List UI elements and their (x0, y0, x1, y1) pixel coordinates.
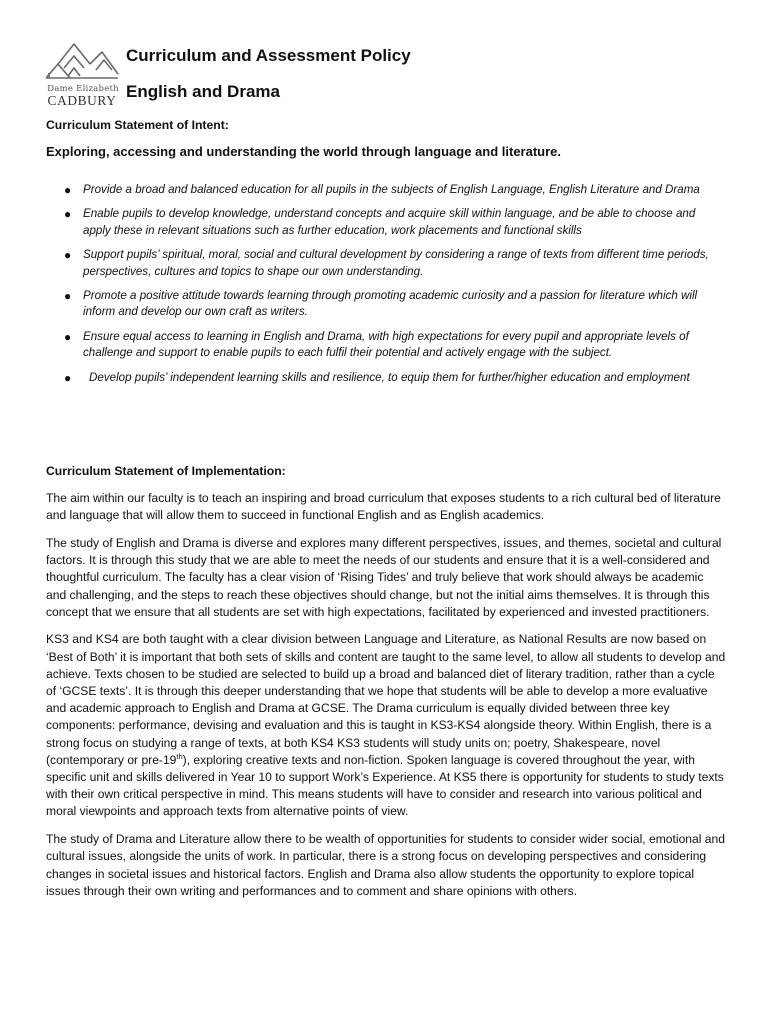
bullet-icon: ● (64, 329, 72, 344)
logo-big-text: CADBURY (47, 93, 117, 108)
bullet-icon: ● (64, 207, 72, 222)
paragraph: The study of English and Drama is diverse and explores many different perspectives, issues, and themes, societal and cultural factors. It is through this study that we are able to meet the needs of our students and ensure that it is a well-considered and thoughtful curriculum. The faculty has a clear vision of ‘Rising Tides’ and truly believe that work should always be academic and challenging, and the steps to reach these objectives should change, but not the initial aims themselves. It is through this concept that we ensure that all students are set with high expectations, facilitated by experienced and invested practitioners. (46, 535, 722, 619)
superscript: th (176, 751, 183, 761)
list-item: ● Develop pupils’ independent learning skills and resilience, to equip them for further/higher education and employment (64, 370, 690, 385)
list-item: ● Promote a positive attitude towards learning through promoting academic curiosity and a passion for literature which will inform and develop our own craft as writers. (64, 289, 698, 319)
paragraph: The study of Drama and Literature allow there to be wealth of opportunities for students to consider wider social, emotional and cultural issues, alongside the units of work. In particular, there is a strong focus on developing perspectives and considering changes in societal issues and historical factors. English and Drama also allow students the opportunity to explore topical issues through their own writing and performances and to comment and share opinions with others. (46, 832, 725, 898)
intent-subheading: Exploring, accessing and understanding the world through language and literature. (46, 144, 562, 159)
bullet-icon: ● (64, 289, 72, 304)
implementation-body (46, 490, 726, 910)
intent-bullet-list (0, 182, 770, 394)
paragraph: The aim within our faculty is to teach an inspiring and broad curriculum that exposes students to a rich cultural bed of literature and language that will allow them to succeed in functional English and as English academics. (46, 491, 721, 523)
list-item: ● Ensure equal access to learning in English and Drama, with high expectations for every pupil and appropriate levels of challenge and support to enable pupils to each fulfil their potential and actively engage with the subject. (64, 329, 689, 360)
bullet-icon: ● (64, 248, 72, 263)
houses-icon (44, 40, 120, 84)
implementation-heading: Curriculum Statement of Implementation: (46, 464, 286, 478)
school-logo (44, 40, 120, 106)
list-item: ● Support pupils’ spiritual, moral, social and cultural development by considering a range of texts from different time periods, perspectives, cultures and topics to shape our own understanding. (64, 248, 709, 278)
paragraph: KS3 and KS4 are both taught with a clear division between Language and Literature, as National Results are now based on ‘Best of Both’ it is important that both sets of skills and content are taught to the same level, to allow all students to develop and achieve. Texts chosen to be studied are selected to build up a broad and balanced diet of literary tradition, rather than a cycle of ‘GCSE texts’. It is through this deeper understanding that we hope that students will be able to develop a more evaluative and academic approach to English and Drama at GCSE. The Drama curriculum is equally divided between three key components: performance, devising and evaluation and this is taught in KS3-KS4 alongside theory. Within English, there is a strong focus on studying a range of texts, at both KS4 KS3 students will study units on; poetry, Shakespeare, novel (contemporary or pre-19th), exploring creative texts and non-fiction. Spoken language is covered throughout the year, with specific unit and skills delivered in Year 10 to support Work’s Experience. At KS5 there is opportunity for students to study texts with their own critical perspective in mind. This means students will have to consider and research into various political and moral viewpoints and approach texts from alternative points of view. (46, 632, 726, 819)
list-item: ● Enable pupils to develop knowledge, understand concepts and acquire skill within language, and be able to choose and apply these in relevant situations such as further education, work placements and functional skills (64, 207, 696, 237)
bullet-icon: ● (64, 370, 72, 385)
page-title: Curriculum and Assessment Policy (126, 46, 411, 65)
logo-small-text: Dame Elizabeth (47, 84, 119, 94)
intent-heading: Curriculum Statement of Intent: (46, 118, 229, 132)
list-item: ● Provide a broad and balanced education for all pupils in the subjects of English Language, English Literature and Drama (64, 183, 700, 197)
page-subtitle: English and Drama (126, 82, 280, 101)
bullet-icon: ● (64, 183, 72, 197)
